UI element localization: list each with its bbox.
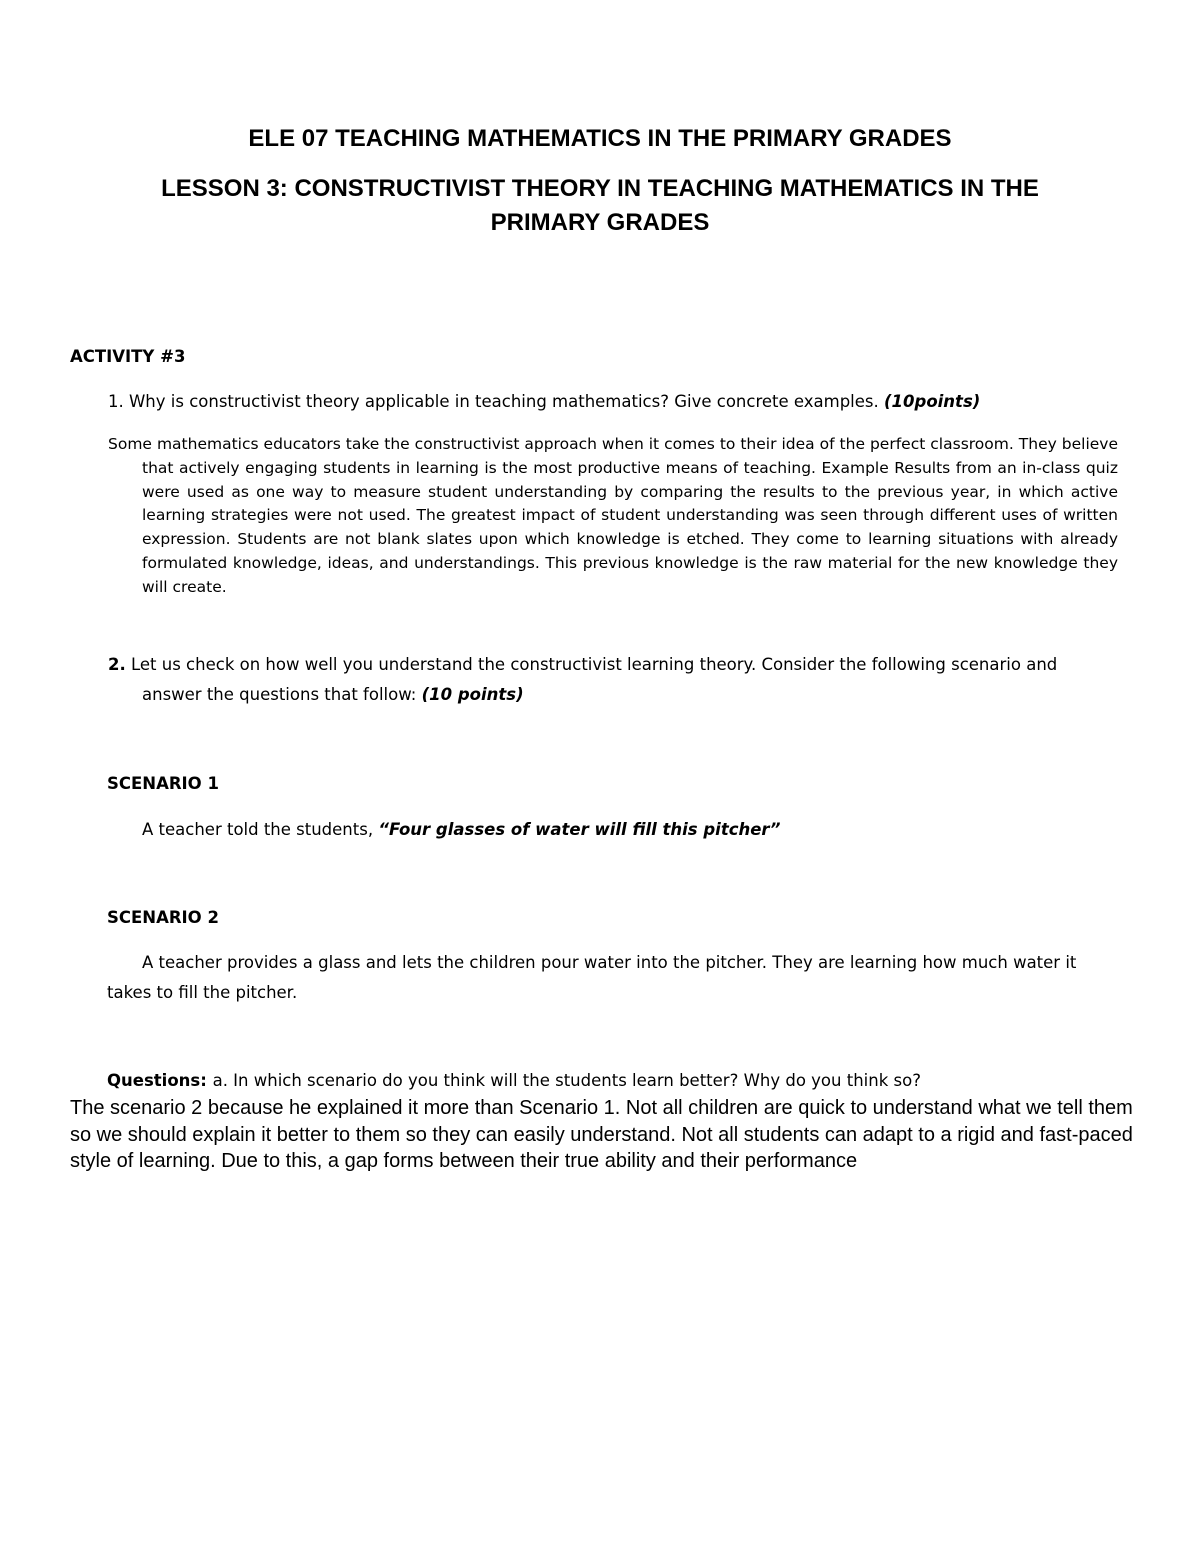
scenario-1-label: SCENARIO 1 <box>107 774 219 793</box>
scenario-2-line-2: takes to fill the pitcher. <box>107 983 298 1002</box>
question-1-answer: Some mathematics educators take the constructivist approach when it comes to their idea of the perfect classroom. They believe that actively engaging students in learning is the most productive means of teaching. Example Results from an in-class quiz were used as one way to measure student understanding by comparing the results to the previous year, in which active learning strategies were not used. The greatest impact of student understanding was seen through different uses of written expression. Students are not blank slates upon which knowledge is etched. They come to learning situations with already formulated knowledge, ideas, and understandings. This previous knowledge is the raw material for the new knowledge they will create. <box>108 435 1118 596</box>
lesson-title-line-1: LESSON 3: CONSTRUCTIVIST THEORY IN TEACHING MATHEMATICS IN THE <box>161 175 1039 202</box>
question-2-text-2: answer the questions that follow: <box>142 685 422 704</box>
question-1-points: (10points) <box>884 392 981 411</box>
scenario-2-label: SCENARIO 2 <box>107 908 219 927</box>
question-2-line-2 <box>142 685 524 704</box>
scenario-1-quote: “Four glasses of water will fill this pitcher” <box>378 820 781 839</box>
question-a: a. In which scenario do you think will the students learn better? Why do you think so? <box>212 1071 921 1090</box>
questions-line <box>107 1071 921 1090</box>
question-a-answer: The scenario 2 because he explained it more than Scenario 1. Not all children are quick to understand what we tell them so we should explain it better to them so they can easily understand. Not all students can adapt to a rigid and fast-paced style of learning. Due to this, a gap forms between their true ability and their performance <box>70 1097 1133 1172</box>
question-1-text: 1. Why is constructivist theory applicable in teaching mathematics? Give concrete examples. <box>108 392 884 411</box>
course-title: ELE 07 TEACHING MATHEMATICS IN THE PRIMARY GRADES <box>248 125 952 152</box>
question-1 <box>108 392 980 411</box>
question-2-number: 2. <box>108 655 126 674</box>
questions-label: Questions: <box>107 1071 213 1090</box>
activity-label: ACTIVITY #3 <box>70 347 186 366</box>
question-2-points: (10 points) <box>421 685 524 704</box>
question-2-line-1 <box>108 655 1057 674</box>
scenario-2-line-1: A teacher provides a glass and lets the children pour water into the pitcher. They are learning how much water it <box>142 953 1077 972</box>
scenario-1-intro: A teacher told the students, <box>142 820 379 839</box>
lesson-title-line-2: PRIMARY GRADES <box>490 209 710 236</box>
scenario-1-text <box>142 820 781 839</box>
question-2-text: Let us check on how well you understand the constructivist learning theory. Consider the following scenario and <box>125 655 1058 674</box>
